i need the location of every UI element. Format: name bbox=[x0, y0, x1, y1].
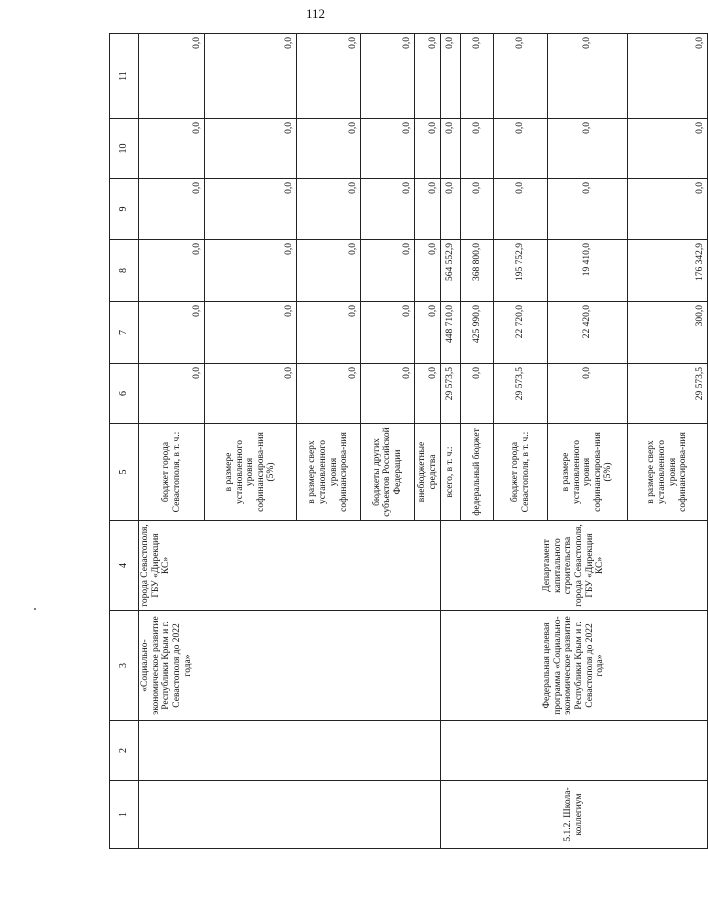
value-cell: 448 710,0 bbox=[441, 302, 461, 364]
value-cell: 22 420,0 bbox=[548, 302, 628, 364]
value-cell: 29 573,5 bbox=[494, 364, 548, 424]
cell-empty bbox=[139, 721, 441, 781]
source-cell: федеральный бюджет bbox=[461, 424, 494, 521]
value-cell: 0,0 bbox=[461, 34, 494, 119]
page-number: 112 bbox=[305, 6, 326, 21]
value-cell: 0,0 bbox=[461, 364, 494, 424]
value-cell: 0,0 bbox=[441, 179, 461, 240]
value-cell: 0,0 bbox=[461, 119, 494, 179]
column-header: 6 bbox=[110, 364, 139, 424]
value-cell: 0,0 bbox=[205, 34, 297, 119]
value-cell: 0,0 bbox=[361, 364, 415, 424]
value-cell: 0,0 bbox=[441, 119, 461, 179]
value-cell: 0,0 bbox=[415, 179, 441, 240]
value-cell: 0,0 bbox=[628, 34, 708, 119]
column-header: 2 bbox=[110, 721, 139, 781]
source-cell: в размере сверх установленного уровня софинансирова-ния bbox=[628, 424, 708, 521]
program-cell: «Социально-экономическое развитие Республики Крым и г. Севастополя до 2022 года» bbox=[139, 611, 441, 721]
value-cell: 0,0 bbox=[361, 240, 415, 302]
value-cell: 0,0 bbox=[628, 179, 708, 240]
column-header: 7 bbox=[110, 302, 139, 364]
value-cell: 0,0 bbox=[494, 119, 548, 179]
value-cell: 0,0 bbox=[494, 179, 548, 240]
source-cell: всего, в т. ч.: bbox=[441, 424, 461, 521]
value-cell: 300,0 bbox=[628, 302, 708, 364]
value-cell: 0,0 bbox=[139, 119, 205, 179]
column-header: 9 bbox=[110, 179, 139, 240]
value-cell: 0,0 bbox=[297, 34, 361, 119]
value-cell: 176 342,9 bbox=[628, 240, 708, 302]
value-cell: 0,0 bbox=[415, 302, 441, 364]
value-cell: 22 720,0 bbox=[494, 302, 548, 364]
value-cell: 0,0 bbox=[205, 119, 297, 179]
value-cell: 0,0 bbox=[139, 240, 205, 302]
value-cell: 0,0 bbox=[205, 364, 297, 424]
source-cell: бюджет города Севастополя, в т. ч.: bbox=[494, 424, 548, 521]
value-cell: 564 552,9 bbox=[441, 240, 461, 302]
value-cell: 0,0 bbox=[139, 364, 205, 424]
value-cell: 0,0 bbox=[297, 364, 361, 424]
value-cell: 19 410,0 bbox=[548, 240, 628, 302]
value-cell: 0,0 bbox=[628, 119, 708, 179]
column-header: 5 bbox=[110, 424, 139, 521]
value-cell: 0,0 bbox=[461, 179, 494, 240]
value-cell: 0,0 bbox=[441, 34, 461, 119]
source-cell: бюджеты других субъектов Российской Федерации bbox=[361, 424, 415, 521]
source-cell: в размере установленного уровня софинансирова-ния (5%) bbox=[205, 424, 297, 521]
value-cell: 0,0 bbox=[361, 34, 415, 119]
value-cell: 0,0 bbox=[548, 179, 628, 240]
column-header: 11 bbox=[110, 34, 139, 119]
value-cell: 368 800,0 bbox=[461, 240, 494, 302]
value-cell: 0,0 bbox=[139, 34, 205, 119]
cell-empty bbox=[441, 721, 708, 781]
source-cell: в размере сверх установленного уровня софинансирова-ния bbox=[297, 424, 361, 521]
value-cell: 0,0 bbox=[139, 179, 205, 240]
value-cell: 425 990,0 bbox=[461, 302, 494, 364]
table-row bbox=[139, 34, 205, 849]
value-cell: 0,0 bbox=[297, 119, 361, 179]
program-cell: Федеральная целевая программа «Социально-экономическое развитие Республики Крым и г. Севастополя до 2022 года» bbox=[441, 611, 708, 721]
value-cell: 0,0 bbox=[139, 302, 205, 364]
value-cell: 0,0 bbox=[205, 240, 297, 302]
source-cell: бюджет города Севастополя, в т. ч.: bbox=[139, 424, 205, 521]
value-cell: 0,0 bbox=[297, 240, 361, 302]
value-cell: 0,0 bbox=[361, 302, 415, 364]
value-cell: 0,0 bbox=[548, 34, 628, 119]
value-cell: 0,0 bbox=[297, 302, 361, 364]
executor-cell: города Севастополя, ГБУ «Дирекция КС» bbox=[139, 521, 441, 611]
header-row bbox=[110, 34, 139, 849]
funding-table bbox=[109, 33, 708, 849]
value-cell: 0,0 bbox=[415, 34, 441, 119]
value-cell: 0,0 bbox=[361, 179, 415, 240]
cell-empty bbox=[139, 781, 441, 849]
value-cell: 0,0 bbox=[494, 34, 548, 119]
value-cell: 0,0 bbox=[205, 302, 297, 364]
value-cell: 0,0 bbox=[415, 240, 441, 302]
executor-cell: Департамент капитального строительства города Севастополя, ГБУ «Дирекция КС» bbox=[441, 521, 708, 611]
table-row bbox=[441, 34, 461, 849]
value-cell: 29 573,5 bbox=[441, 364, 461, 424]
value-cell: 0,0 bbox=[415, 364, 441, 424]
value-cell: 195 752,9 bbox=[494, 240, 548, 302]
value-cell: 0,0 bbox=[415, 119, 441, 179]
rotated-table-frame bbox=[109, 34, 706, 849]
column-header: 1 bbox=[110, 781, 139, 849]
column-header: 4 bbox=[110, 521, 139, 611]
value-cell: 0,0 bbox=[297, 179, 361, 240]
column-header: 3 bbox=[110, 611, 139, 721]
source-cell: внебюджетные средства bbox=[415, 424, 441, 521]
object-cell: 5.1.2. Школа-коллегиум bbox=[441, 781, 708, 849]
value-cell: 0,0 bbox=[205, 179, 297, 240]
column-header: 8 bbox=[110, 240, 139, 302]
value-cell: 0,0 bbox=[361, 119, 415, 179]
scan-speck bbox=[34, 608, 36, 610]
column-header: 10 bbox=[110, 119, 139, 179]
value-cell: 0,0 bbox=[548, 364, 628, 424]
value-cell: 29 573,5 bbox=[628, 364, 708, 424]
value-cell: 0,0 bbox=[548, 119, 628, 179]
source-cell: в размере установленного уровня софинансирова-ния (5%) bbox=[548, 424, 628, 521]
